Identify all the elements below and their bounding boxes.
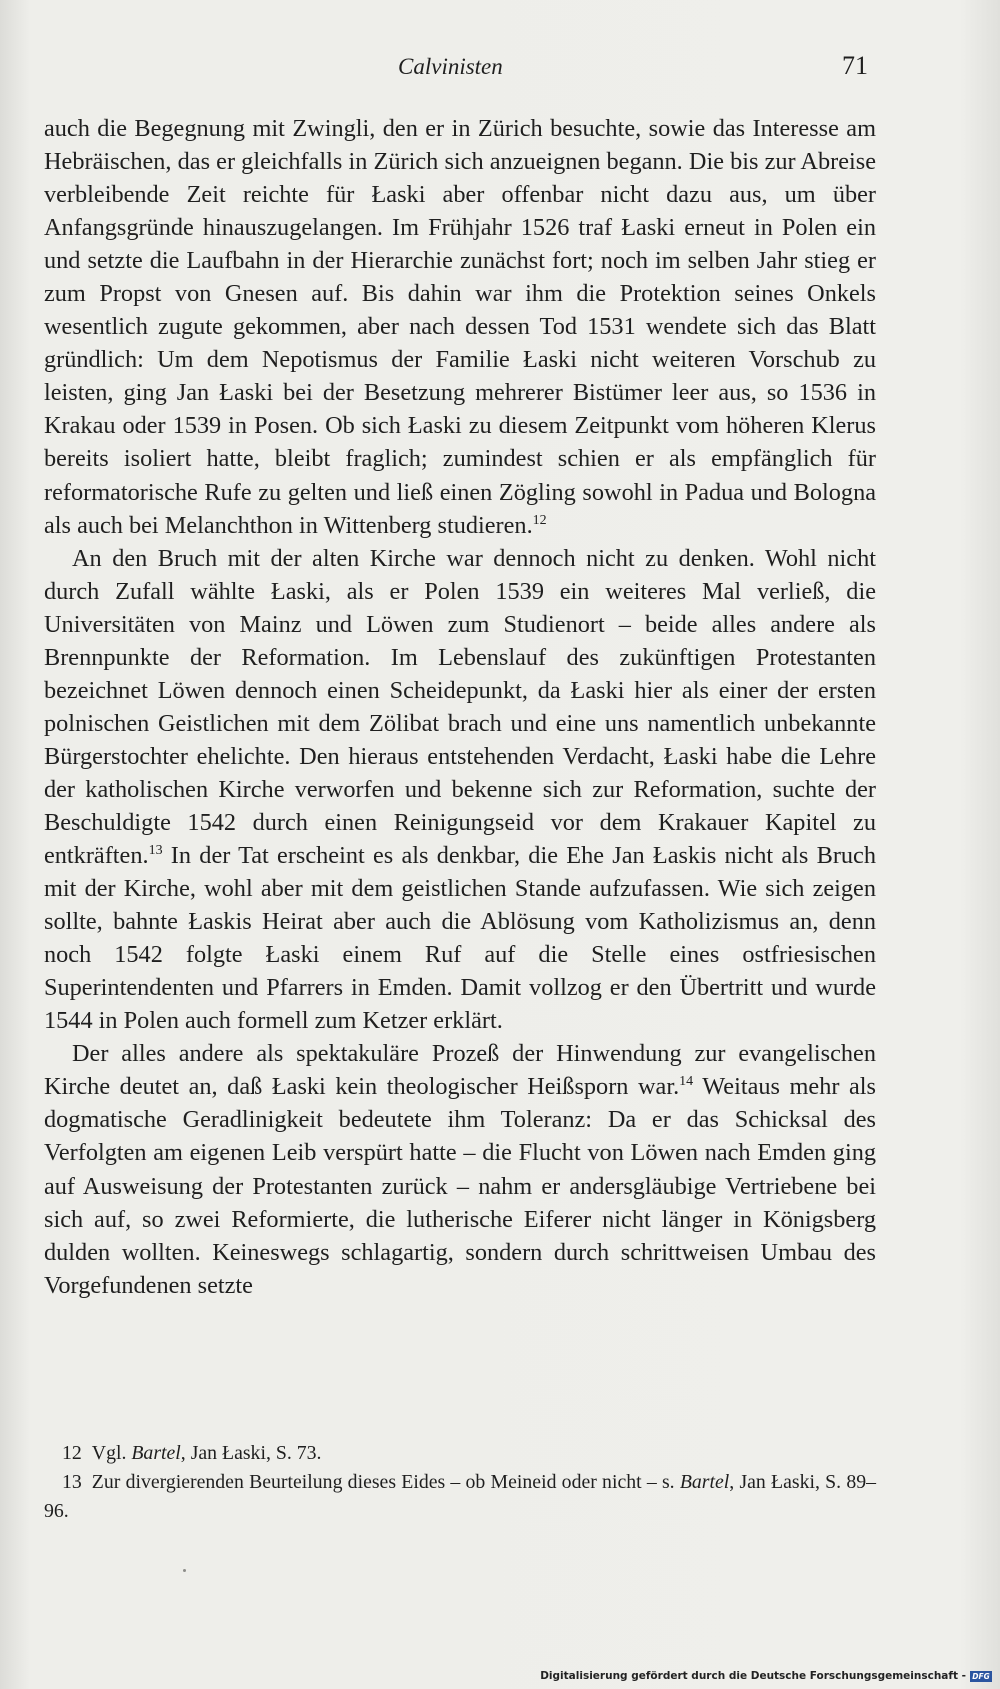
footnote-number: 13 — [62, 1471, 82, 1493]
digitization-credit — [540, 1669, 992, 1683]
footnote-author: Bartel — [679, 1471, 730, 1493]
footnote-ref-14[interactable]: 14 — [679, 1074, 694, 1090]
scan-speck — [183, 1569, 186, 1572]
paragraph-3 — [44, 1037, 876, 1301]
paragraph-1 — [44, 112, 876, 542]
footnote-text-pre: Vgl. — [91, 1442, 132, 1464]
footnote-author: Bartel — [131, 1442, 181, 1464]
paragraph-1-text: auch die Begegnung mit Zwingli, den er in Zürich besuchte, sowie das Interesse am Hebräischen, das er gleichfalls in Zürich sich anzueignen begann. Die bis zur Abreise verbleibende Zeit reichte für Łaski aber offenbar nicht dazu aus, um über Anfangsgründe hinauszugelangen. Im Frühjahr 1526 traf Łaski erneut in Polen ein und setzte die Laufbahn in der Hierarchie zunächst fort; noch im selben Jahr stieg er zum Propst von Gnesen auf. Bis dahin war ihm die Protektion seines Onkels wesentlich zugute gekommen, aber nach dessen Tod 1531 wendete sich das Blatt gründlich: Um dem Nepotismus der Familie Łaski nicht weiteren Vorschub zu leisten, ging Jan Łaski bei der Besetzung mehrerer Bistümer leer aus, so 1536 in Krakau oder 1539 in Posen. Ob sich Łaski zu diesem Zeitpunkt vom höheren Klerus bereits isoliert hatte, bleibt fraglich; zumindest schien er als empfänglich für reformatorische Rufe zu gelten und ließ einen Zögling sowohl in Padua und Bologna als auch bei Melanchthon in Wittenberg studieren. — [44, 115, 876, 539]
footnote-number: 12 — [62, 1442, 82, 1464]
footnote-ref-13[interactable]: 13 — [148, 842, 163, 858]
paragraph-3-text-a: Der alles andere als spektakuläre Prozeß der Hinwendung zur evangelischen Kirche deutet an, daß Łaski kein theologischer Heißsporn war. — [44, 1040, 876, 1101]
footnote-text-pre: Zur divergierenden Beurteilung dieses Eides – ob Meineid oder nicht – s. — [91, 1471, 680, 1493]
paragraph-2 — [44, 542, 876, 1038]
dfg-logo-icon: DFG — [970, 1671, 992, 1682]
paragraph-3-text-b: Weitaus mehr als dogmatische Geradlinigkeit bedeutete ihm Toleranz: Da er das Schicksal des Verfolgten am eigenen Leib verspürt hatte – die Flucht von Löwen nach Emden ging auf Ausweisung der Protestanten zurück – nahm er andersgläubige Vertriebene bei sich auf, so zwei Reformierte, die lutherische Eiferer nicht länger in Königsberg dulden wollten. Keineswegs schlagartig, sondern durch schrittweisen Umbau des Vorgefundenen setzte — [44, 1073, 877, 1299]
paragraph-2-text-a: An den Bruch mit der alten Kirche war dennoch nicht zu denken. Wohl nicht durch Zufall wählte Łaski, als er Polen 1539 ein weiteres Mal verließ, die Universitäten von Mainz und Löwen zum Studienort – beide alles andere als Brennpunkte der Reformation. Im Lebenslauf des zukünftigen Protestanten bezeichnet Löwen dennoch einen Scheidepunkt, da Łaski hier als einer der ersten polnischen Geistlichen mit dem Zölibat brach und eine uns namentlich unbekannte Bürgerstochter ehelichte. Den hieraus entstehenden Verdacht, Łaski habe die Lehre der katholischen Kirche verworfen und bekenne sich zur Reformation, suchte der Beschuldigte 1542 durch einen Reinigungseid vor dem Krakauer Kapitel zu entkräften. — [44, 544, 876, 870]
footnote-12 — [44, 1439, 876, 1468]
footnote-text-post: , Jan Łaski, S. 89–96. — [44, 1471, 877, 1522]
paragraph-2-text-b: In der Tat erscheint es als denkbar, die Ehe Jan Łaskis nicht als Bruch mit der Kirche, wohl aber mit dem geistlichen Stande aufzufassen. Wie sich zeigen sollte, bahnte Łaskis Heirat aber auch die Ablösung vom Katholizismus an, denn noch 1542 folgte Łaski einem Ruf auf die Stelle eines ostfriesischen Superintendenten und Pfarrers in Emden. Damit vollzog er den Übertritt und wurde 1544 in Polen auch formell zum Ketzer erklärt. — [44, 842, 876, 1035]
page-number: 71 — [842, 51, 868, 80]
running-title: Calvinisten — [398, 54, 503, 79]
footnote-text-post: , Jan Łaski, S. 73. — [180, 1442, 322, 1464]
footnote-ref-12[interactable]: 12 — [532, 512, 547, 528]
footnotes — [44, 1439, 876, 1526]
running-header — [0, 51, 1000, 84]
footnote-13 — [44, 1468, 876, 1526]
body-text — [44, 112, 876, 1302]
credit-text: Digitalisierung gefördert durch die Deutsche Forschungsgemeinschaft - — [540, 1670, 966, 1682]
